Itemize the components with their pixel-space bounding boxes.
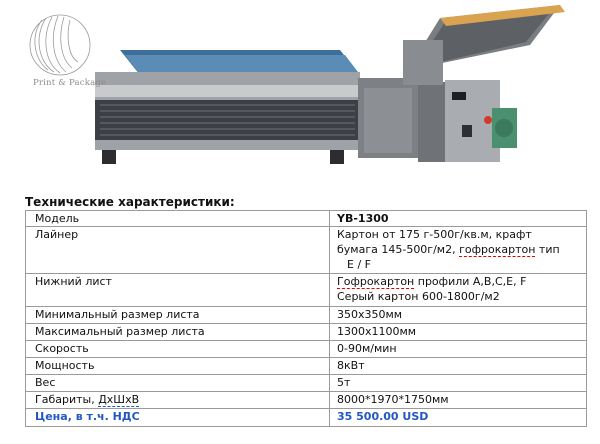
value-line: тип: [535, 243, 560, 256]
row-key: Нижний лист: [26, 274, 330, 307]
logo-text: Print & Package: [33, 78, 107, 88]
row-value: 1300x1100мм: [330, 324, 587, 341]
row-key: Модель: [26, 211, 330, 227]
value-line: бумага 145-500г/м2,: [337, 243, 460, 256]
price-label: Цена, в т.ч. НДС: [26, 409, 330, 427]
table-row: [26, 358, 587, 375]
row-key: Лайнер: [26, 227, 330, 274]
table-row: [26, 392, 587, 409]
value-underlined: гофрокартон: [459, 243, 536, 256]
table-row: [26, 274, 587, 307]
row-value: 5т: [330, 375, 587, 392]
row-key: Скорость: [26, 341, 330, 358]
value-line: профили A,B,C,E, F: [414, 275, 527, 288]
row-key: [26, 392, 330, 409]
key-text: Габариты,: [35, 393, 99, 406]
row-key: Вес: [26, 375, 330, 392]
inclined-conveyor: [403, 5, 565, 85]
table-row: [26, 375, 587, 392]
value-line: E / F: [347, 258, 371, 271]
row-key: Максимальный размер листа: [26, 324, 330, 341]
price-value: 35 500.00 USD: [330, 409, 587, 427]
spec-table: [25, 210, 587, 427]
key-underlined: ДхШхВ: [98, 393, 140, 406]
row-value: 8000*1970*1750мм: [330, 392, 587, 409]
row-value: [330, 227, 587, 274]
value-line: Серый картон 600-1800г/м2: [337, 290, 500, 303]
row-value: YB-1300: [330, 211, 587, 227]
machine-photo: [0, 0, 600, 192]
main-unit: [358, 78, 517, 162]
row-value: 8кВт: [330, 358, 587, 375]
table-row: [26, 211, 587, 227]
value-underlined: Гофрокартон: [337, 275, 415, 288]
feeding-table: [95, 50, 360, 164]
table-row: [26, 227, 587, 274]
row-key: Минимальный размер листа: [26, 307, 330, 324]
value-line: Картон от 175 г-500г/кв.м, крафт: [337, 228, 532, 241]
row-value: 0-90м/мин: [330, 341, 587, 358]
table-row: [26, 307, 587, 324]
row-key: Мощность: [26, 358, 330, 375]
table-row: [26, 324, 587, 341]
logo-circle-icon: [30, 15, 90, 75]
table-row: [26, 341, 587, 358]
row-value: 350x350мм: [330, 307, 587, 324]
section-title: Технические характеристики:: [25, 195, 235, 209]
price-row: [26, 409, 587, 427]
row-value: [330, 274, 587, 307]
